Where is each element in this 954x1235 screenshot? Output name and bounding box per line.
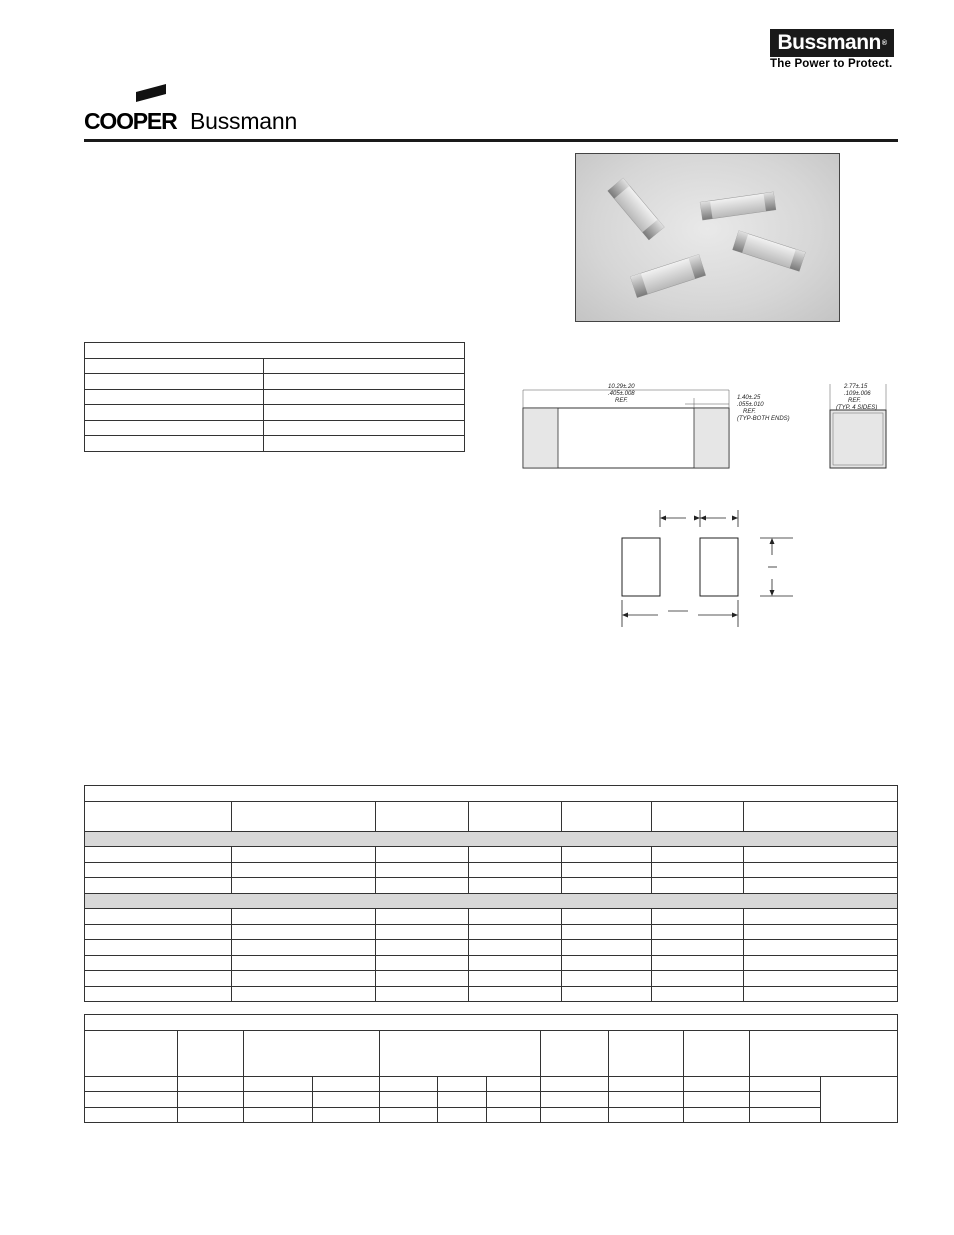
length-dimension: 10.29±.20: [608, 384, 635, 390]
table-row: [85, 1092, 898, 1108]
cap-dimension-in: .055±.010: [737, 402, 764, 408]
table-row: [85, 971, 898, 987]
table-row: [85, 1015, 898, 1031]
table-group-row: [85, 893, 898, 909]
end-view-drawing: [826, 380, 890, 472]
table-header-row: [85, 1030, 898, 1076]
badge-text: Bussmann: [777, 31, 881, 54]
logo-cooper-text: COOPER: [84, 108, 177, 134]
table-row: [85, 405, 465, 421]
table-row: [85, 786, 898, 802]
length-ref: REF.: [615, 398, 628, 404]
cap-ref: REF.: [743, 409, 756, 415]
table-group-row: [85, 831, 898, 847]
packaging-table: [84, 1014, 898, 1123]
table-row: [85, 940, 898, 956]
table-header-row: [85, 801, 898, 831]
table-row: [85, 862, 898, 878]
table-row: [85, 1076, 898, 1092]
ratings-table: [84, 785, 898, 1002]
pad-layout-drawing: [610, 505, 800, 630]
table-row: [85, 909, 898, 925]
end-dimension: 2.77±.15: [844, 384, 868, 390]
table-row: [85, 924, 898, 940]
bussmann-badge-logo: [770, 29, 894, 57]
header-rule: [84, 139, 898, 142]
table-row: [85, 878, 898, 894]
table-row: [85, 986, 898, 1002]
table-row: [85, 343, 465, 359]
side-view-drawing: [515, 380, 805, 472]
table-row: [85, 389, 465, 405]
table-row: [85, 358, 465, 374]
table-row: [85, 374, 465, 390]
logo-bussmann-text: Bussmann: [190, 108, 298, 134]
table-row: [85, 847, 898, 863]
table-row: [85, 1107, 898, 1123]
table-row: [85, 436, 465, 452]
cap-note: (TYP-BOTH ENDS): [737, 416, 790, 422]
end-dimension-in: .109±.006: [844, 391, 871, 397]
end-note: (TYP. 4 SIDES): [836, 405, 878, 411]
table-row: [85, 420, 465, 436]
end-ref: REF.: [848, 398, 861, 404]
table-row: [85, 955, 898, 971]
cap-dimension: 1.40±.25: [737, 395, 761, 401]
product-photo: [575, 153, 840, 322]
registered-mark: ®: [881, 39, 887, 47]
specifications-table: [84, 342, 465, 452]
length-dimension-in: .405±.008: [608, 391, 635, 397]
tagline: The Power to Protect.: [770, 58, 893, 70]
